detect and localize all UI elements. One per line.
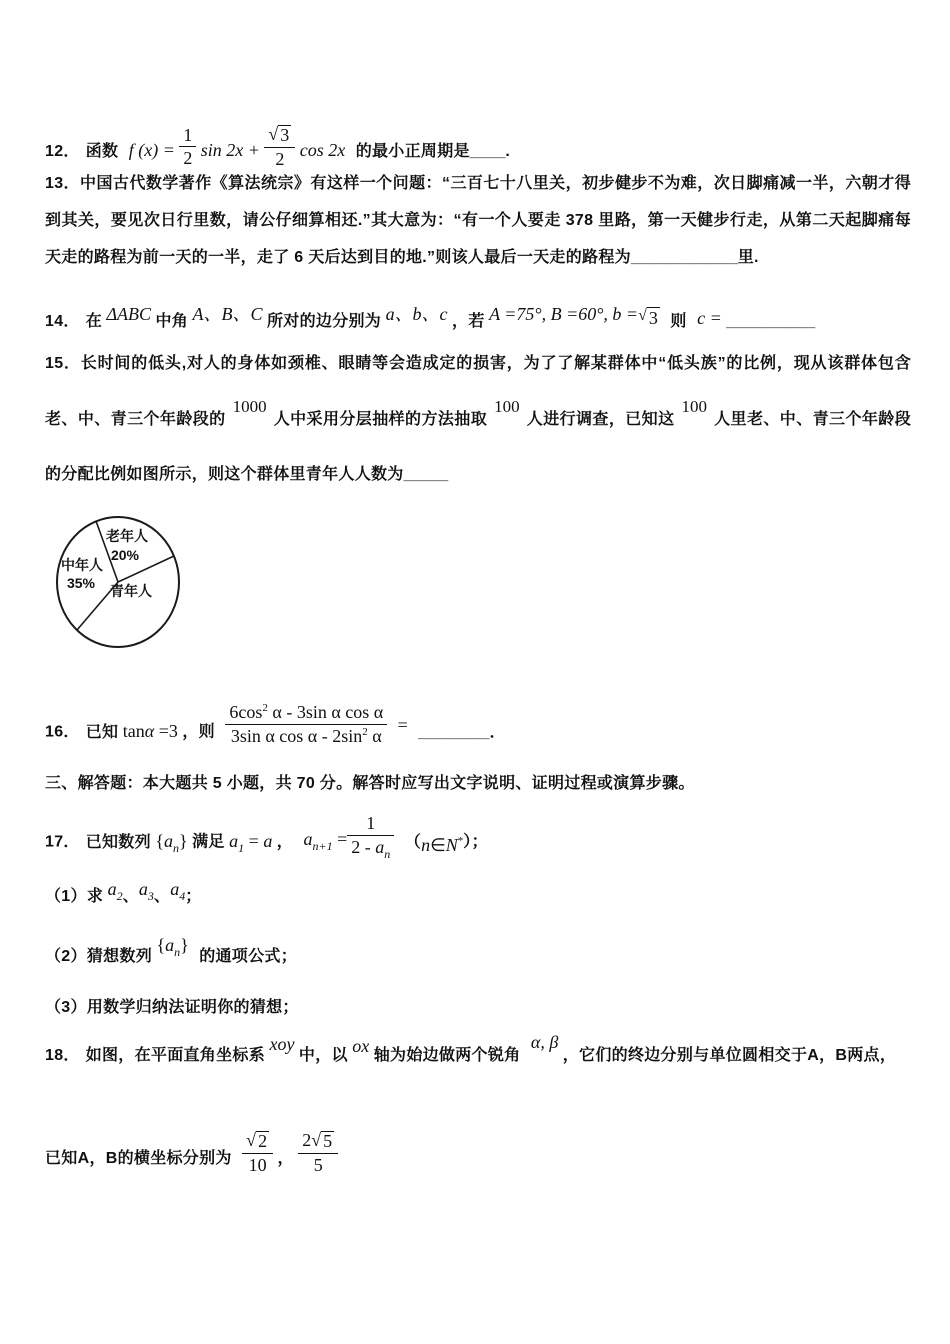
part-number: （3） bbox=[45, 999, 87, 1016]
pie-chart-svg bbox=[55, 515, 209, 659]
math-angle-names: A、B、C bbox=[192, 304, 263, 324]
sqrt-2: √ 2 bbox=[246, 1130, 268, 1151]
math-ox: ox bbox=[352, 1036, 370, 1056]
question-number: 18． bbox=[45, 1047, 80, 1064]
pie-pct-elderly: 20% bbox=[110, 547, 140, 563]
answer-blank: __________ bbox=[726, 313, 816, 330]
math-fraction-sqrt3-2: √ 3 2 bbox=[264, 125, 295, 169]
sample-number: 100 bbox=[494, 397, 520, 416]
question-text: 函数 bbox=[85, 143, 119, 161]
pie-label-middle: 中年人 bbox=[61, 557, 103, 573]
question-tail: 的最小正周期是 bbox=[355, 143, 470, 161]
math-triangle-abc: ΔABC bbox=[106, 304, 152, 324]
sqrt-3: √ 3 bbox=[638, 307, 658, 328]
question-number: 17． bbox=[45, 833, 80, 851]
question-17-part-1: （1）求 $a_2$、$a_3$、$a_4$； bbox=[45, 879, 202, 905]
question-number: 14． bbox=[45, 313, 80, 330]
pie-label-elderly: 老年人 bbox=[106, 528, 148, 544]
math-big-fraction: $\frac{6\cos^2 \alpha - 3\sin \alpha \cos \alpha}{3\sin \alpha \cos \alpha - 2\sin^2 \alpha}$ bbox=[225, 703, 387, 746]
question-17-part-3: （3）用数学归纳法证明你的猜想； bbox=[45, 999, 299, 1016]
question-17-part-2: （2）猜想数列 $\{a_n\}$ 的通项公式； bbox=[45, 935, 298, 965]
question-13 bbox=[45, 165, 911, 276]
sample-number: 100 bbox=[681, 397, 707, 416]
answer-blank: _____ bbox=[403, 466, 449, 483]
comma: ， bbox=[277, 1150, 294, 1168]
question-14: 14． 在 ΔABC 中角 A、B、C 所对的边分别为 a、b、c ，若 A =75°, B =60°, b = √ 3 则 c = __________ bbox=[45, 304, 816, 330]
question-tail: 里. bbox=[737, 249, 759, 266]
math-sequence-an: $\{a_n\}$ bbox=[156, 935, 189, 959]
math-a2: $a_2$ bbox=[107, 879, 123, 903]
math-a3: $a_3$ bbox=[138, 879, 154, 903]
section-title: 三、解答题：本大题共 5 小题，共 70 分。解答时应写出文字说明、证明过程或演算步骤。 bbox=[45, 775, 695, 792]
math-recurrence: $a_{n+1}$ = $\frac{1}{2 - a_n}$ bbox=[304, 832, 395, 849]
answer-blank: ____________ bbox=[630, 249, 738, 266]
section-3-header bbox=[45, 770, 915, 793]
math-fraction-recurrence: $\frac{1}{2 - a_n}$ bbox=[347, 814, 394, 857]
question-number: 13． bbox=[45, 175, 81, 192]
sqrt-5: √ 5 bbox=[311, 1130, 333, 1151]
math-fraction-half: $\frac{1}{2}$ bbox=[179, 126, 196, 169]
question-16: 16． 已知 tanα =3 ，则 $\frac{6\cos^2 \alpha - 3\sin \alpha \cos \alpha}{3\sin \alpha \cos \alpha - 2\sin^2 \alpha}$ = ________． bbox=[45, 702, 506, 746]
math-sequence-an: $\{a_n\}$ bbox=[155, 830, 188, 855]
math-initial-term: $a_1 = a$ bbox=[229, 830, 273, 855]
math-cos2x: cos 2x bbox=[299, 140, 346, 161]
part-number: （2） bbox=[45, 948, 87, 965]
math-fx: f (x) = bbox=[128, 140, 175, 161]
question-number: 12． bbox=[45, 143, 80, 161]
math-fraction-2sqrt5-5: 2 √ 5 5 bbox=[298, 1131, 338, 1175]
math-given-values: A =75°, B =60°, b = √ 3 bbox=[489, 304, 658, 328]
math-c-equals: c = bbox=[697, 308, 722, 328]
question-17: 17． 已知数列 $\{a_n\}$ 满足 $a_1 = a$ ， $a_{n+1}$ = $\frac{1}{2 - a_n}$ （n∈N*）； bbox=[45, 813, 488, 861]
sqrt-3: √ 3 bbox=[268, 124, 290, 145]
answer-blank: ____. bbox=[469, 143, 510, 161]
question-number: 16． bbox=[45, 723, 80, 741]
question-text: 长时间的低头,对人的身体如颈椎、眼睛等会造成定的损害，为了了解某群体中“低头族”的比例，现从该群体包含老、中、青三个年龄段的 bbox=[45, 355, 911, 428]
pie-label-young: 青年人 bbox=[110, 583, 152, 599]
question-15: 15．长时间的低头,对人的身体如颈椎、眼睛等会造成定的损害，为了了解某群体中“低头族”的比例，现从该群体包含老、中、青三个年龄段的1000人中采用分层抽样的方法抽取100人进行调查，已知这100人里老、中、青三个年龄段的分配比例如图所示，则这个群体里青年人人数为_____ bbox=[45, 355, 911, 483]
question-18-line-2: 已知A，B的横坐标分别为 √ 2 10 ， 2 √ 5 5 bbox=[45, 1137, 915, 1181]
math-xoy: xoy bbox=[269, 1034, 295, 1054]
equals-sign: = bbox=[397, 714, 408, 735]
math-a4: $a_4$ bbox=[170, 879, 186, 903]
population-number: 1000 bbox=[232, 397, 267, 416]
math-alpha-beta: α, β bbox=[530, 1032, 559, 1052]
math-n-in-N: n∈N* bbox=[421, 834, 464, 855]
answer-blank: ________． bbox=[418, 723, 506, 741]
question-number: 15． bbox=[45, 355, 81, 372]
math-sin2x: sin 2x + bbox=[200, 140, 260, 161]
math-fraction-sqrt2-10: √ 2 10 bbox=[242, 1131, 273, 1175]
part-number: （1） bbox=[45, 888, 87, 905]
math-side-names: a、b、c bbox=[385, 304, 448, 324]
math-tan-alpha: tanα =3 bbox=[122, 720, 178, 741]
question-18: 18． 如图，在平面直角坐标系 xoy 中，以 ox 轴为始边做两个锐角 α, β ，它们的终边分别与单位圆相交于A，B两点， bbox=[45, 1032, 897, 1064]
pie-pct-middle: 35% bbox=[66, 575, 96, 591]
pie-chart bbox=[55, 515, 209, 659]
question-text: 中国古代数学著作《算法统宗》有这样一个问题：“三百七十八里关，初步健步不为难，次日脚痛减一半，六朝才得到其关，要见次日行里数，请公仔细算相还.”其大意为：“有一个人要走 378 里路，第一天健步行走，从第二天起脚痛每天走的路程为前一天的一半，走了 6 天后达到目的地.”则该人最后一天走的路程为 bbox=[45, 175, 911, 266]
